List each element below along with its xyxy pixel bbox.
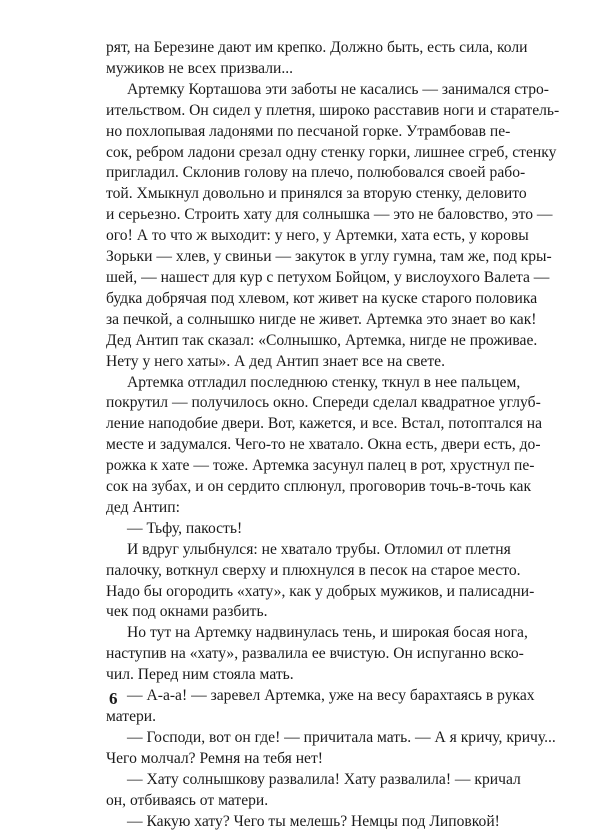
text-line: — Господи, вот он где! — причитала мать. — А я кричу, кричу... — [127, 728, 556, 746]
text-line: ление наподобие двери. Вот, кажется, и все. Встал, потоптался на — [106, 415, 543, 433]
text-line: палочку, воткнул сверху и плюхнулся в песок на старое место. — [106, 561, 521, 579]
text-line: чил. Перед ним стояла мать. — [106, 666, 294, 684]
text-line: месте и задумался. Чего-то не хватало. Окна есть, двери есть, до- — [106, 436, 541, 454]
text-line: — А-а-а! — заревел Артемка, уже на весу барахтаясь в руках — [127, 687, 535, 705]
text-line: Артемка отгладил последнюю стенку, ткнул в нее пальцем, — [127, 373, 521, 391]
text-line: Надо бы огородить «хату», как у добрых мужиков, и палисадни- — [106, 582, 535, 600]
text-line: сок на зубах, и он сердито сплюнул, проговорив точь-в-точь как — [106, 478, 532, 496]
text-line: но похлопывая ладонями по песчаной горке. Утрамбовав пе- — [106, 122, 511, 140]
text-line: чек под окнами разбить. — [106, 603, 268, 621]
text-line: Но тут на Артемку надвинулась тень, и широкая босая нога, — [127, 624, 528, 642]
paragraph — [106, 80, 560, 373]
paragraph — [106, 812, 500, 832]
paragraph — [106, 728, 556, 770]
text-line: мужиков не всех призвали... — [106, 59, 294, 77]
text-line: и серьезно. Строить хату для солнышка — это не баловство, это — — [106, 206, 553, 224]
paragraph — [106, 540, 535, 624]
text-line: — Какую хату? Чего ты мелешь? Немцы под Липовкой! — [127, 812, 500, 830]
text-line: он, отбиваясь от матери. — [106, 791, 269, 809]
text-line: рожка к хате — тоже. Артемка засунул палец в рот, хрустнул пе- — [106, 457, 535, 475]
paragraph — [106, 686, 535, 728]
body-text — [106, 38, 560, 832]
text-line: будка добрячая под хлевом, кот живет на куске старого половика — [106, 289, 538, 307]
text-line: шей, — нашест для кур с петухом Бойцом, у вислоухого Валета — — [106, 268, 550, 286]
text-line: И вдруг улыбнулся: не хватало трубы. Отломил от плетня — [127, 540, 511, 558]
text-line: за печкой, а солнышко нигде не живет. Артемка это знает во как! — [106, 310, 537, 328]
text-line: покрутил — получилось окно. Спереди сделал квадратное углуб- — [106, 394, 541, 412]
text-line: Нету у него хаты». А дед Антип знает все на свете. — [106, 352, 445, 370]
text-line: ого! А то что ж выходит: у него, у Артемки, хата есть, у коровы — [106, 227, 529, 245]
paragraph — [106, 770, 521, 812]
text-line: наступив на «хату», развалила ее вчистую. Он испуганно вско- — [106, 645, 524, 663]
text-line: — Хату солнышкову развалила! Хату развалила! — кричал — [127, 770, 521, 788]
text-line: Артемку Корташова эти заботы не касались — занимался стро- — [127, 80, 549, 98]
page-number: 6 — [109, 689, 118, 708]
text-line: пригладил. Склонив голову на плечо, полюбовался своей рабо- — [106, 164, 526, 182]
text-line: сок, ребром ладони срезал одну стенку горки, лишнее сгреб, стенку — [106, 143, 557, 161]
text-line: Чего молчал? Ремня на тебя нет! — [106, 749, 323, 767]
text-line: — Тьфу, пакость! — [127, 519, 243, 537]
paragraph — [106, 373, 543, 519]
text-line: Дед Антип так сказал: «Солнышко, Артемка, нигде не проживае. — [106, 331, 538, 349]
text-line: Зорьки — хлев, у свиньи — закуток в углу гумна, там же, под кры- — [106, 248, 552, 266]
text-line: дед Антип: — [106, 498, 180, 516]
text-line: той. Хмыкнул довольно и принялся за вторую стенку, деловито — [106, 185, 527, 203]
text-line: ительством. Он сидел у плетня, широко расставив ноги и старатель- — [106, 101, 560, 119]
paragraph — [106, 623, 528, 686]
text-line: матери. — [106, 708, 157, 725]
text-line: рят, на Березине дают им крепко. Должно быть, есть сила, коли — [106, 39, 528, 56]
paragraph — [106, 519, 494, 540]
paragraph — [106, 38, 528, 80]
